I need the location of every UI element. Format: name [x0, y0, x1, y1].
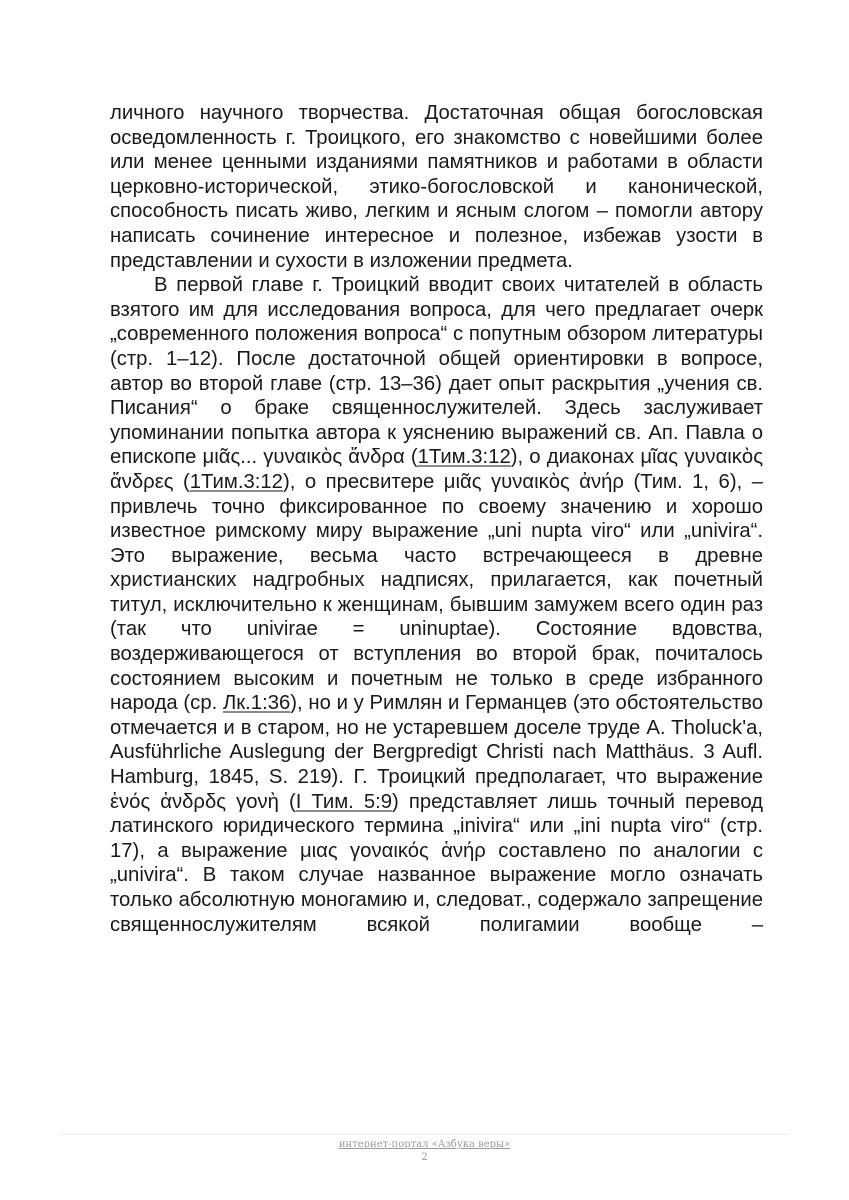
portal-link[interactable]: интернет-портал «Азбука веры» — [338, 1139, 511, 1150]
scripture-link-lk-1-36[interactable]: Лк.1:36 — [222, 692, 291, 715]
page-footer — [60, 1134, 789, 1163]
body-text — [110, 101, 763, 937]
paragraph-2-text: ) представляет лишь точный перевод латинского юридического термина „inivira“ или „ini nupta viro“ (стр. 17), а выражение μιας γοναικός ἁνήρ составлено по аналогии с „univira“. В таком случае названное выражение могло означать только абсолютную моногамию и, следоват., содержало запрещение священнослужителям всякой полигамии вообще – — [110, 790, 763, 936]
scripture-link-1tim-3-12-deacons[interactable]: 1Тим.3:12 — [189, 470, 283, 493]
paragraph-2-text: ), о пресвитере μιᾶς γυναικὸς ἀνήρ (Тим. 1, 6), – привлечь точно фиксированное по своему значению и хорошо известное римскому миру выражение „uni nupta viro“ или „univira“. Это выражение, весьма часто встречающееся в древне христианских надгробных надписях, прилагается, как почетный титул, исключительно к женщинам, бывшим замужем всего один раз (так что univirae = uninuptae). Состояние вдовства, воздерживающегося от вступления во второй брак, почиталось состоянием высоким и почетным не только в среде избранного народа (ср. — [110, 470, 763, 715]
page-number: 2 — [421, 1152, 428, 1163]
paragraph-2-text: ), но и у Римлян и Германцев (это обстоятельство отмечается и в старом, но не устаревшем доселе труде A. Tholuck'a, Ausführliche Auslegung der Bergpredigt Christi nach Matthäus. 3 Aufl. Hamburg, 1845, S. 219). Г. Троицкий предполагает, что выражение ἑνός ἀνδρδς γονὴ ( — [110, 692, 764, 813]
scripture-link-1tim-3-12[interactable]: 1Тим.3:12 — [417, 446, 511, 469]
paragraph-2-text: ), о диаконах μῖας γυναικὸς ἄνδρες ( — [110, 446, 763, 493]
paragraph-1: личного научного творчества. Достаточная общая богословская осведомленность г. Троицкого, его знакомство с новейшими более или менее ценными изданиями памятников и работами в области церковно-исторической, этико-богословской и канонической, способность писать живо, легким и ясным слогом – помогли автору написать сочинение интересное и полезное, избежав узости в представлении и сухости в изложении предмета. — [110, 102, 763, 272]
paragraph-2 — [110, 273, 763, 937]
scripture-link-1tim-5-9[interactable]: I Тим. 5:9 — [295, 790, 393, 813]
paragraph-2-text: В первой главе г. Троицкий вводит своих читателей в область взятого им для исследования вопроса, для чего предлагает очерк „современного положения вопроса“ с попутным обзором литературы (стр. 1–12). После достаточной общей ориентировки в вопросе, автор во второй главе (стр. 13–36) дает опыт раскрытия „учения св. Писания“ о браке священнослужителей. Здесь заслуживает упоминании попытка автора к уяснению выражений св. Ап. Павла о епископе μιᾶς... γυναικὸς ἄνδρα ( — [110, 274, 763, 469]
